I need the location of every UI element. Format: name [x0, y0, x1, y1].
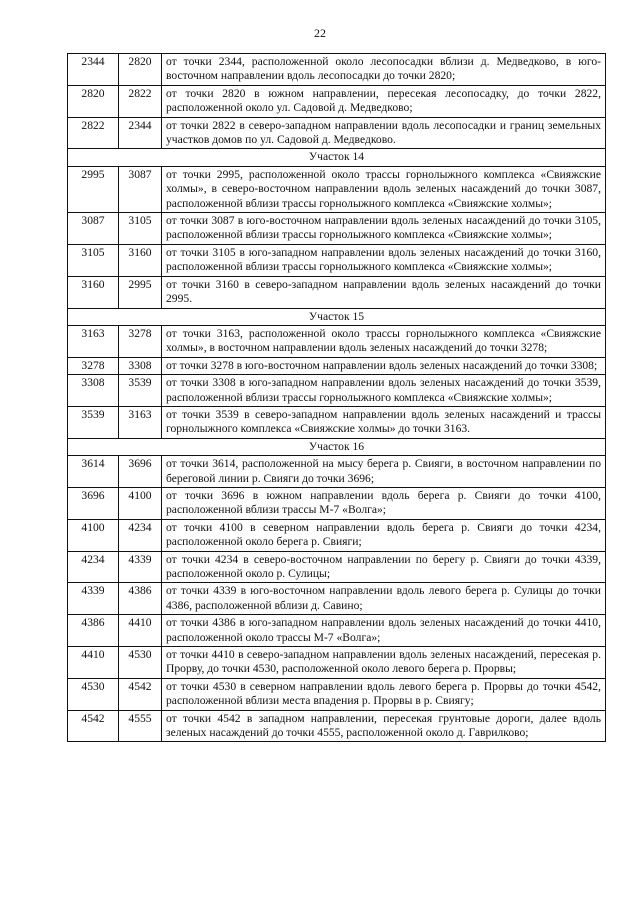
from-point-cell: 2344: [68, 54, 119, 86]
to-point-cell: 4542: [119, 678, 162, 710]
description-cell: от точки 4542 в западном направлении, пересекая грунтовые дороги, далее вдоль зеленых насаждений до точки 4555, расположенной около д. Гаврилково;: [162, 710, 606, 742]
section-title: Участок 14: [68, 149, 606, 166]
section-title: Участок 15: [68, 308, 606, 325]
to-point-cell: 2822: [119, 85, 162, 117]
from-point-cell: 3308: [68, 375, 119, 407]
table-row: [68, 710, 606, 742]
to-point-cell: 3539: [119, 375, 162, 407]
to-point-cell: 4386: [119, 583, 162, 615]
to-point-cell: 4410: [119, 615, 162, 647]
description-cell: от точки 3105 в юго-западном направлении вдоль зеленых насаждений до точки 3160, расположенной вблизи трассы горнолыжного комплекса «Свияжские холмы»;: [162, 244, 606, 276]
table-row: [68, 456, 606, 488]
table-row: [68, 325, 606, 357]
from-point-cell: 4234: [68, 551, 119, 583]
table-row: [68, 357, 606, 374]
to-point-cell: 4555: [119, 710, 162, 742]
description-cell: от точки 3163, расположенной около трассы горнолыжного комплекса «Свияжские холмы», в восточном направлении вдоль зеленых насаждений до точки 3278;: [162, 325, 606, 357]
from-point-cell: 3160: [68, 276, 119, 308]
to-point-cell: 2995: [119, 276, 162, 308]
table-row: [68, 244, 606, 276]
from-point-cell: 3163: [68, 325, 119, 357]
description-cell: от точки 4339 в юго-восточном направлении вдоль левого берега р. Сулицы до точки 4386, расположенной вблизи д. Савино;: [162, 583, 606, 615]
to-point-cell: 4339: [119, 551, 162, 583]
table-row: [68, 583, 606, 615]
table-row: [68, 519, 606, 551]
table-row: [68, 375, 606, 407]
description-cell: от точки 3614, расположенной на мысу берега р. Свияги, в восточном направлении по береговой линии р. Свияги до точки 3696;: [162, 456, 606, 488]
from-point-cell: 3539: [68, 406, 119, 438]
from-point-cell: 4542: [68, 710, 119, 742]
section-title: Участок 16: [68, 438, 606, 455]
table-row: [68, 406, 606, 438]
boundary-description-table: [67, 53, 606, 742]
description-cell: от точки 3087 в юго-восточном направлении вдоль зеленых насаждений до точки 3105, расположенной вблизи трассы горнолыжного комплекса «Свияжские холмы»;: [162, 213, 606, 245]
description-cell: от точки 2344, расположенной около лесопосадки вблизи д. Медведково, в юго-восточном направлении вдоль лесопосадки до точки 2820;: [162, 54, 606, 86]
description-cell: от точки 3160 в северо-западном направлении вдоль зеленых насаждений до точки 2995.: [162, 276, 606, 308]
table-row: [68, 276, 606, 308]
to-point-cell: 4530: [119, 647, 162, 679]
table-row: [68, 117, 606, 149]
from-point-cell: 3087: [68, 213, 119, 245]
description-cell: от точки 3278 в юго-восточном направлении вдоль зеленых насаждений до точки 3308;: [162, 357, 606, 374]
from-point-cell: 2822: [68, 117, 119, 149]
description-cell: от точки 4234 в северо-восточном направлении по берегу р. Свияги до точки 4339, расположенной около р. Сулицы;: [162, 551, 606, 583]
from-point-cell: 2820: [68, 85, 119, 117]
description-cell: от точки 4100 в северном направлении вдоль берега р. Свияги до точки 4234, расположенной около берега р. Свияги;: [162, 519, 606, 551]
description-cell: от точки 4410 в северо-западном направлении вдоль зеленых насаждений, пересекая р. Прорву, до точки 4530, расположенной около левого берега р. Прорвы;: [162, 647, 606, 679]
from-point-cell: 3105: [68, 244, 119, 276]
description-cell: от точки 2820 в южном направлении, пересекая лесопосадку, до точки 2822, расположенной около ул. Садовой д. Медведково;: [162, 85, 606, 117]
description-cell: от точки 2995, расположенной около трассы горнолыжного комплекса «Свияжские холмы», в северо-восточном направлении вдоль зеленых насаждений до точки 3087, расположенной вблизи трассы горнолыжного комплекса «Свияжские холмы»;: [162, 166, 606, 212]
from-point-cell: 4100: [68, 519, 119, 551]
to-point-cell: 3308: [119, 357, 162, 374]
table-row: [68, 213, 606, 245]
table-row: [68, 615, 606, 647]
to-point-cell: 3105: [119, 213, 162, 245]
table-row: [68, 54, 606, 86]
from-point-cell: 4410: [68, 647, 119, 679]
from-point-cell: 4530: [68, 678, 119, 710]
to-point-cell: 3087: [119, 166, 162, 212]
to-point-cell: 2820: [119, 54, 162, 86]
description-cell: от точки 3308 в юго-западном направлении вдоль зеленых насаждений до точки 3539, расположенной вблизи трассы горнолыжного комплекса «Свияжские холмы»;: [162, 375, 606, 407]
section-heading-row: [68, 438, 606, 455]
table-row: [68, 678, 606, 710]
from-point-cell: 4339: [68, 583, 119, 615]
page-number: 22: [314, 26, 326, 40]
description-cell: от точки 2822 в северо-западном направлении вдоль лесопосадки и границ земельных участков домов по ул. Садовой д. Медведково.: [162, 117, 606, 149]
from-point-cell: 4386: [68, 615, 119, 647]
from-point-cell: 3278: [68, 357, 119, 374]
from-point-cell: 3614: [68, 456, 119, 488]
description-cell: от точки 4386 в юго-западном направлении вдоль зеленых насаждений до точки 4410, расположенной около трассы М-7 «Волга»;: [162, 615, 606, 647]
description-cell: от точки 4530 в северном направлении вдоль левого берега р. Прорвы до точки 4542, расположенной вблизи места впадения р. Прорвы в р. Свиягу;: [162, 678, 606, 710]
table-row: [68, 551, 606, 583]
table-row: [68, 166, 606, 212]
to-point-cell: 3696: [119, 456, 162, 488]
section-heading-row: [68, 308, 606, 325]
to-point-cell: 3160: [119, 244, 162, 276]
table-row: [68, 487, 606, 519]
to-point-cell: 3163: [119, 406, 162, 438]
table-row: [68, 85, 606, 117]
to-point-cell: 4234: [119, 519, 162, 551]
description-cell: от точки 3696 в южном направлении вдоль берега р. Свияги до точки 4100, расположенной вблизи трассы М-7 «Волга»;: [162, 487, 606, 519]
section-heading-row: [68, 149, 606, 166]
to-point-cell: 4100: [119, 487, 162, 519]
to-point-cell: 2344: [119, 117, 162, 149]
from-point-cell: 3696: [68, 487, 119, 519]
table-row: [68, 647, 606, 679]
description-cell: от точки 3539 в северо-западном направлении вдоль зеленых насаждений и трассы горнолыжного комплекса «Свияжские холмы» до точки 3163.: [162, 406, 606, 438]
from-point-cell: 2995: [68, 166, 119, 212]
to-point-cell: 3278: [119, 325, 162, 357]
